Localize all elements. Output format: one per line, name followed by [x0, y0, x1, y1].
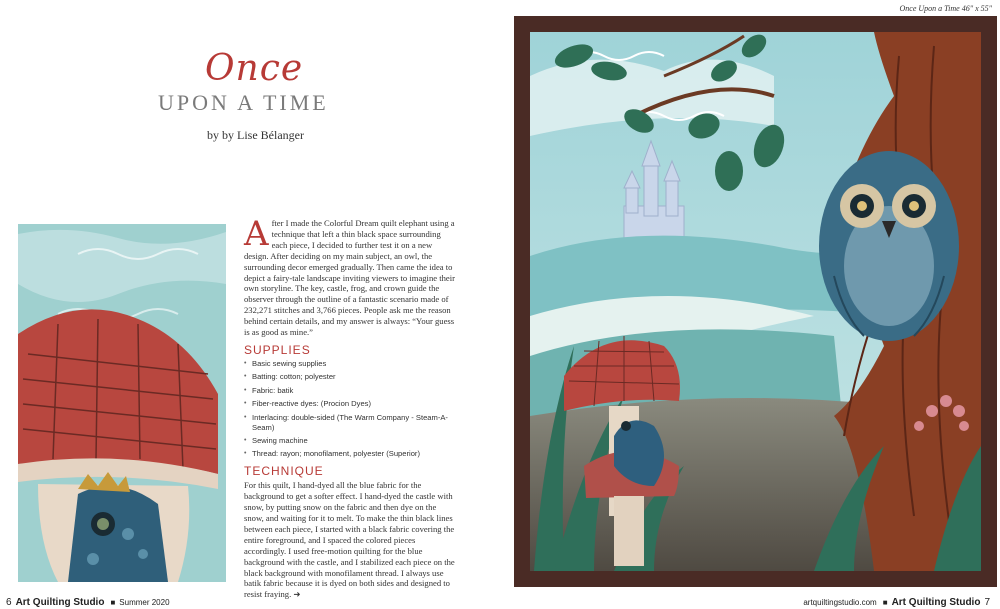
- footer-left: [6, 597, 170, 608]
- article-title-script: Once: [205, 48, 304, 89]
- mushroom-frog-detail-image: [18, 224, 226, 582]
- footer-right: [803, 597, 994, 608]
- list-item: • Fabric: batik: [244, 386, 456, 396]
- bullet-separator: ■: [110, 598, 116, 607]
- list-item: • Fiber-reactive dyes: (Procion Dyes): [244, 399, 456, 409]
- intro-text: fter I made the Colorful Dream quilt elephant using a technique that left a thin black space surrounding each piece, I decided to further test it on a new design. After deciding on my main subject, an owl, the surrounding decor emerged gradually. Then came the idea to depict a fairy-tale landscape inviting viewers to imagine their own storyline. The key, castle, frog, and crown guide the observer through the outline of a fantastic scenario made of 232,271 stitches and 3,766 pieces. People ask me the reason behind certain details, and my answer is always: “Your guess is as good as mine.”: [244, 218, 455, 338]
- supplies-heading: SUPPLIES: [244, 342, 311, 357]
- photo-caption: Once Upon a Time 46" x 55": [899, 4, 992, 13]
- list-item: • Thread: rayon; monofilament, polyester (Superior): [244, 449, 456, 459]
- list-item: • Batting: cotton; polyester: [244, 372, 456, 382]
- owl-quilt-image: [514, 16, 997, 587]
- list-item: • Interlacing: double-sided (The Warm Company - Steam-A-Seam): [244, 413, 456, 433]
- detail-photo: [18, 224, 226, 582]
- right-page: [500, 0, 1000, 609]
- page-number: 7: [984, 597, 990, 608]
- list-item: • Sewing machine: [244, 436, 456, 446]
- website-link[interactable]: artquiltingstudio.com: [803, 598, 877, 607]
- supplies-list: [244, 359, 456, 459]
- page-number: 6: [6, 597, 12, 608]
- drop-cap: A: [244, 214, 269, 254]
- technique-paragraph: For this quilt, I hand-dyed all the blue fabric for the background to get a softer effect. I hand-dyed the castle with snow, by putting snow on the fabric and then dye on the snow, and waiting for it to melt. To make the thin black lines between each piece, I started with a black fabric covering the entire foreground, and I spaced the colored pieces accordingly. I used free-motion quilting for the blue background with the castle, and I stabilized each piece on the black background with monofilament thread. I always use batik fabric because it is dyed on both sides and designed to resist fraying. ➜: [244, 480, 455, 600]
- issue-date: Summer 2020: [119, 598, 170, 607]
- technique-heading: TECHNIQUE: [244, 464, 324, 479]
- byline: by by Lise Bélanger: [207, 128, 304, 142]
- intro-paragraph: [244, 214, 456, 338]
- magazine-name: Art Quilting Studio: [15, 597, 105, 608]
- article-title: UPON A TIME: [158, 90, 329, 115]
- magazine-name: Art Quilting Studio: [891, 597, 981, 608]
- list-item: • Basic sewing supplies: [244, 359, 456, 369]
- bullet-separator: ■: [882, 598, 888, 607]
- article-body: [244, 214, 456, 600]
- quilt-photo: [514, 16, 997, 587]
